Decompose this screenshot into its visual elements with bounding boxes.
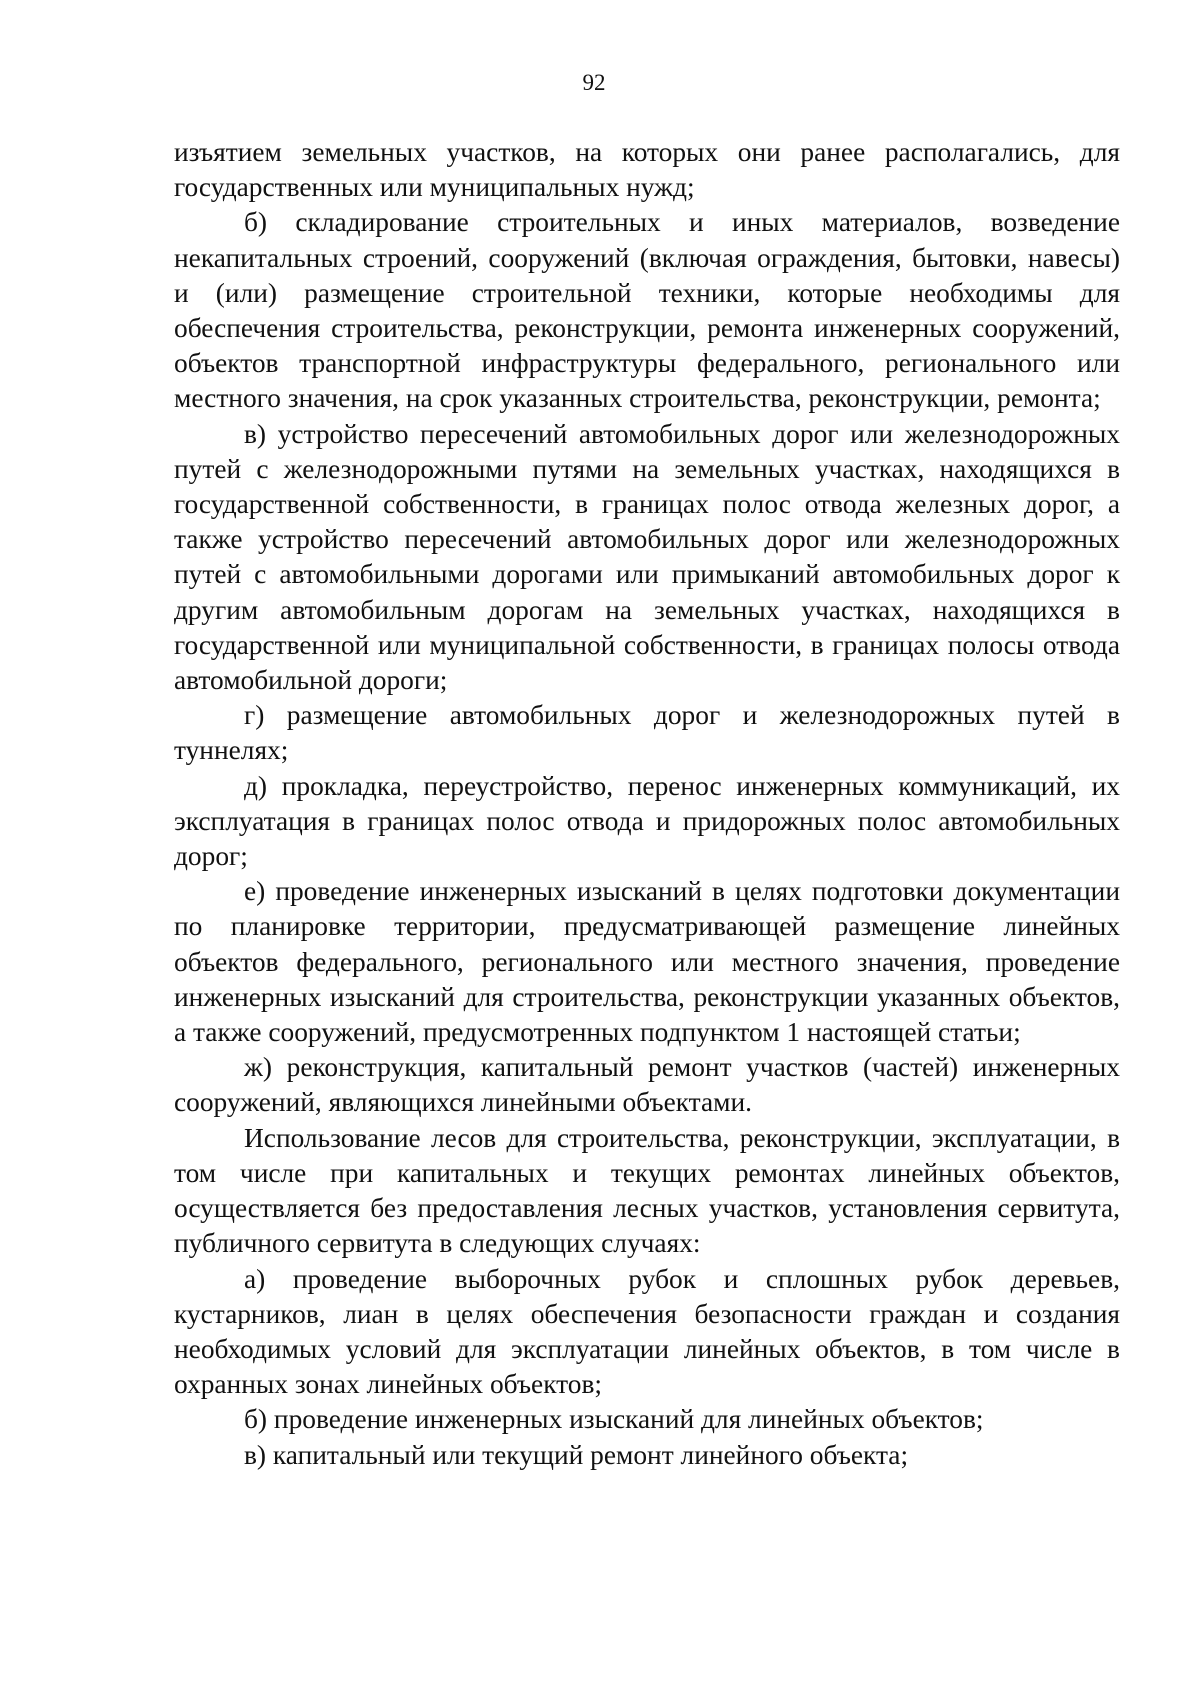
paragraph-item-e: е) проведение инженерных изысканий в целях подготовки документации по планировке территории, предусматривающей размещение линейных объектов федерального, регионального или местного значения, проведение инженерных изысканий для строительства, реконструкции указанных объектов, а также сооружений, предусмотренных подпунктом 1 настоящей статьи; (174, 876, 1120, 1048)
paragraph-item-d: д) прокладка, переустройство, перенос инженерных коммуникаций, их эксплуатация в границах полос отвода и придорожных полос автомобильных дорог; (174, 770, 1120, 872)
paragraph-forest-item-v: в) капитальный или текущий ремонт линейного объекта; (244, 1439, 909, 1470)
paragraph-item-b: б) складирование строительных и иных материалов, возведение некапитальных строений, сооружений (включая ограждения, бытовки, навесы) и (или) размещение строительной техники, которые необходимы для обеспечения строительства, реконструкции, ремонта инженерных сооружений, объектов транспортной инфраструктуры федерального, регионального или местного значения, на срок указанных строительства, реконструкции, ремонта; (174, 207, 1120, 414)
page-number: 92 (582, 70, 606, 95)
paragraph-item-zh: ж) реконструкция, капитальный ремонт участков (частей) инженерных сооружений, являющихся линейными объектами. (174, 1052, 1120, 1118)
body-text (174, 135, 1120, 1473)
paragraph-forest-item-b: б) проведение инженерных изысканий для линейных объектов; (244, 1404, 984, 1435)
paragraph-item-v: в) устройство пересечений автомобильных дорог или железнодорожных путей с железнодорожными путями на земельных участках, находящихся в государственной собственности, в границах полос отвода железных дорог, а также устройство пересечений автомобильных дорог или железнодорожных путей с автомобильными дорогами или примыканий автомобильных дорог к другим автомобильным дорогам на земельных участках, находящихся в государственной или муниципальной собственности, в границах полосы отвода автомобильной дороги; (174, 418, 1120, 696)
paragraph-item-g: г) размещение автомобильных дорог и железнодорожных путей в туннелях; (174, 700, 1120, 766)
paragraph-forest-use: Использование лесов для строительства, реконструкции, эксплуатации, в том числе при капитальных и текущих ремонтах линейных объектов, осуществляется без предоставления лесных участков, установления сервитута, публичного сервитута в следующих случаях: (174, 1122, 1120, 1259)
paragraph-forest-item-a: а) проведение выборочных рубок и сплошных рубок деревьев, кустарников, лиан в целях обеспечения безопасности граждан и создания необходимых условий для эксплуатации линейных объектов, в том числе в охранных зонах линейных объектов; (174, 1263, 1120, 1400)
paragraph-continuation: изъятием земельных участков, на которых они ранее располагались, для государственных или муниципальных нужд; (174, 137, 1120, 203)
